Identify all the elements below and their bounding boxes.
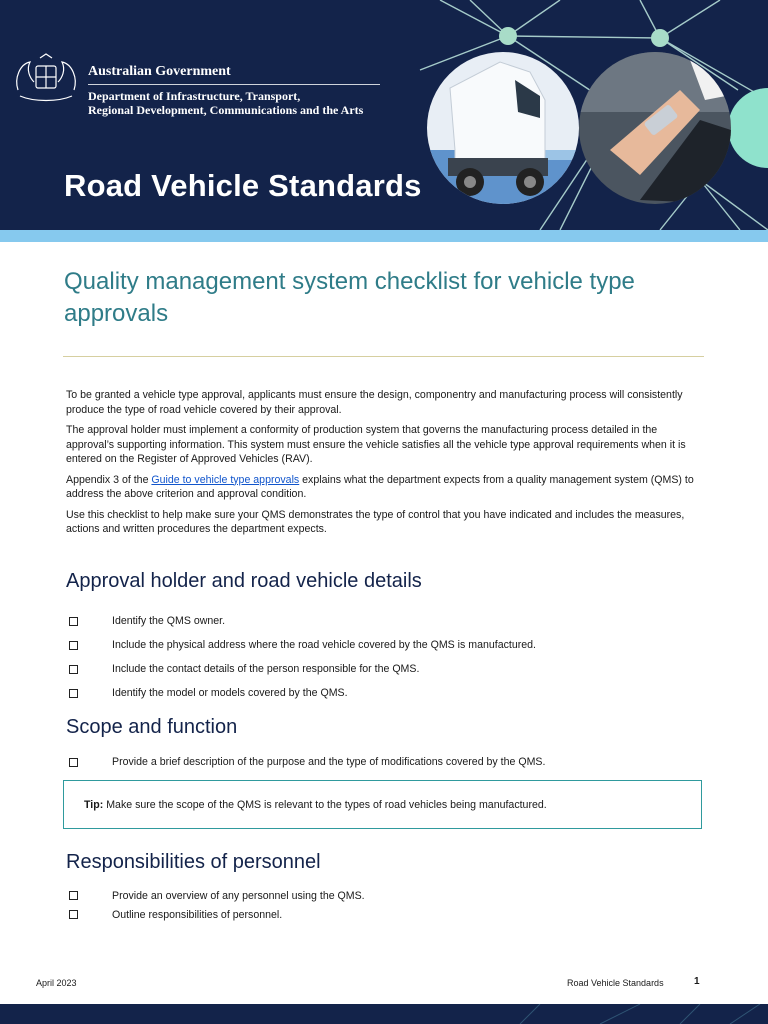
checklist-item bbox=[66, 681, 706, 705]
checklist-item-text: Identify the model or models covered by the QMS. bbox=[112, 687, 348, 699]
checkbox[interactable] bbox=[69, 689, 78, 698]
checklist-item bbox=[66, 905, 706, 924]
checklist-approval bbox=[66, 609, 706, 705]
title-divider bbox=[63, 356, 704, 357]
checklist-item-text: Provide a brief description of the purpose and the type of modifications covered by the QMS. bbox=[112, 756, 546, 768]
checkbox[interactable] bbox=[69, 891, 78, 900]
government-name: Australian Government bbox=[88, 64, 231, 79]
document-title: Quality management system checklist for vehicle type approvals bbox=[64, 268, 635, 327]
checklist-item bbox=[66, 750, 706, 774]
section-heading-scope: Scope and function bbox=[66, 716, 238, 738]
page-number: 1 bbox=[694, 976, 700, 987]
department-line-1: Department of Infrastructure, Transport, bbox=[88, 89, 301, 103]
banner-title: Road Vehicle Standards bbox=[64, 168, 422, 203]
tip-box bbox=[63, 780, 702, 829]
section-heading-personnel: Responsibilities of personnel bbox=[66, 851, 321, 873]
department-name bbox=[88, 89, 363, 117]
checkbox[interactable] bbox=[69, 758, 78, 767]
checklist-item-text: Outline responsibilities of personnel. bbox=[112, 908, 283, 921]
checkbox[interactable] bbox=[69, 641, 78, 650]
intro-section bbox=[66, 388, 706, 543]
checklist-scope bbox=[66, 750, 706, 774]
intro-paragraph-3 bbox=[66, 473, 706, 502]
checkbox[interactable] bbox=[69, 665, 78, 674]
checklist-item-text: Provide an overview of any personnel using the QMS. bbox=[112, 889, 365, 902]
checklist-item bbox=[66, 633, 706, 657]
footer-network-graphic bbox=[0, 1004, 768, 1024]
checklist-item-text: Include the physical address where the road vehicle covered by the QMS is manufactured. bbox=[112, 639, 536, 651]
intro-paragraph-2: The approval holder must implement a conformity of production system that governs the manufacturing process detailed in the approval’s supporting information. This system must ensure the vehicle satisfies all the vehicle type approval requirements when it is entered on the Register of Approved Vehicles (RAV). bbox=[66, 424, 686, 465]
tip-text: Make sure the scope of the QMS is relevant to the types of road vehicles being manufactured. bbox=[106, 798, 547, 811]
checklist-item bbox=[66, 609, 706, 633]
footer-publication: Road Vehicle Standards bbox=[567, 978, 664, 988]
intro-paragraph-1: To be granted a vehicle type approval, applicants must ensure the design, componentry and manufacturing process will consistently produce the type of road vehicle covered by their approval. bbox=[66, 389, 683, 416]
intro-p3-before: Appendix 3 of the bbox=[66, 473, 152, 486]
footer-date: April 2023 bbox=[36, 978, 77, 988]
checklist-item-text: Identify the QMS owner. bbox=[112, 615, 226, 627]
government-divider bbox=[88, 84, 380, 85]
checkbox[interactable] bbox=[69, 617, 78, 626]
checklist-item bbox=[66, 657, 706, 681]
header-strip bbox=[0, 230, 768, 242]
checklist-personnel bbox=[66, 886, 706, 924]
tip-label: Tip: bbox=[84, 798, 104, 811]
department-line-2: Regional Development, Communications and the Arts bbox=[88, 103, 364, 117]
checklist-item-text: Include the contact details of the person responsible for the QMS. bbox=[112, 663, 420, 675]
header-banner bbox=[0, 0, 768, 230]
coat-of-arms-icon bbox=[10, 52, 82, 104]
footer-band bbox=[0, 1004, 768, 1024]
checkbox[interactable] bbox=[69, 910, 78, 919]
guide-link[interactable]: Guide to vehicle type approvals bbox=[151, 473, 300, 486]
intro-paragraph-4: Use this checklist to help make sure your QMS demonstrates the type of control that you have indicated and includes the measures, actions and written procedures the department expects. bbox=[66, 508, 685, 535]
checklist-item bbox=[66, 886, 706, 905]
section-heading-approval: Approval holder and road vehicle details bbox=[66, 570, 422, 592]
intro-p3-after: explains what the department expects from a quality management system (QMS) to address the above criterion and approval condition. bbox=[66, 473, 694, 500]
